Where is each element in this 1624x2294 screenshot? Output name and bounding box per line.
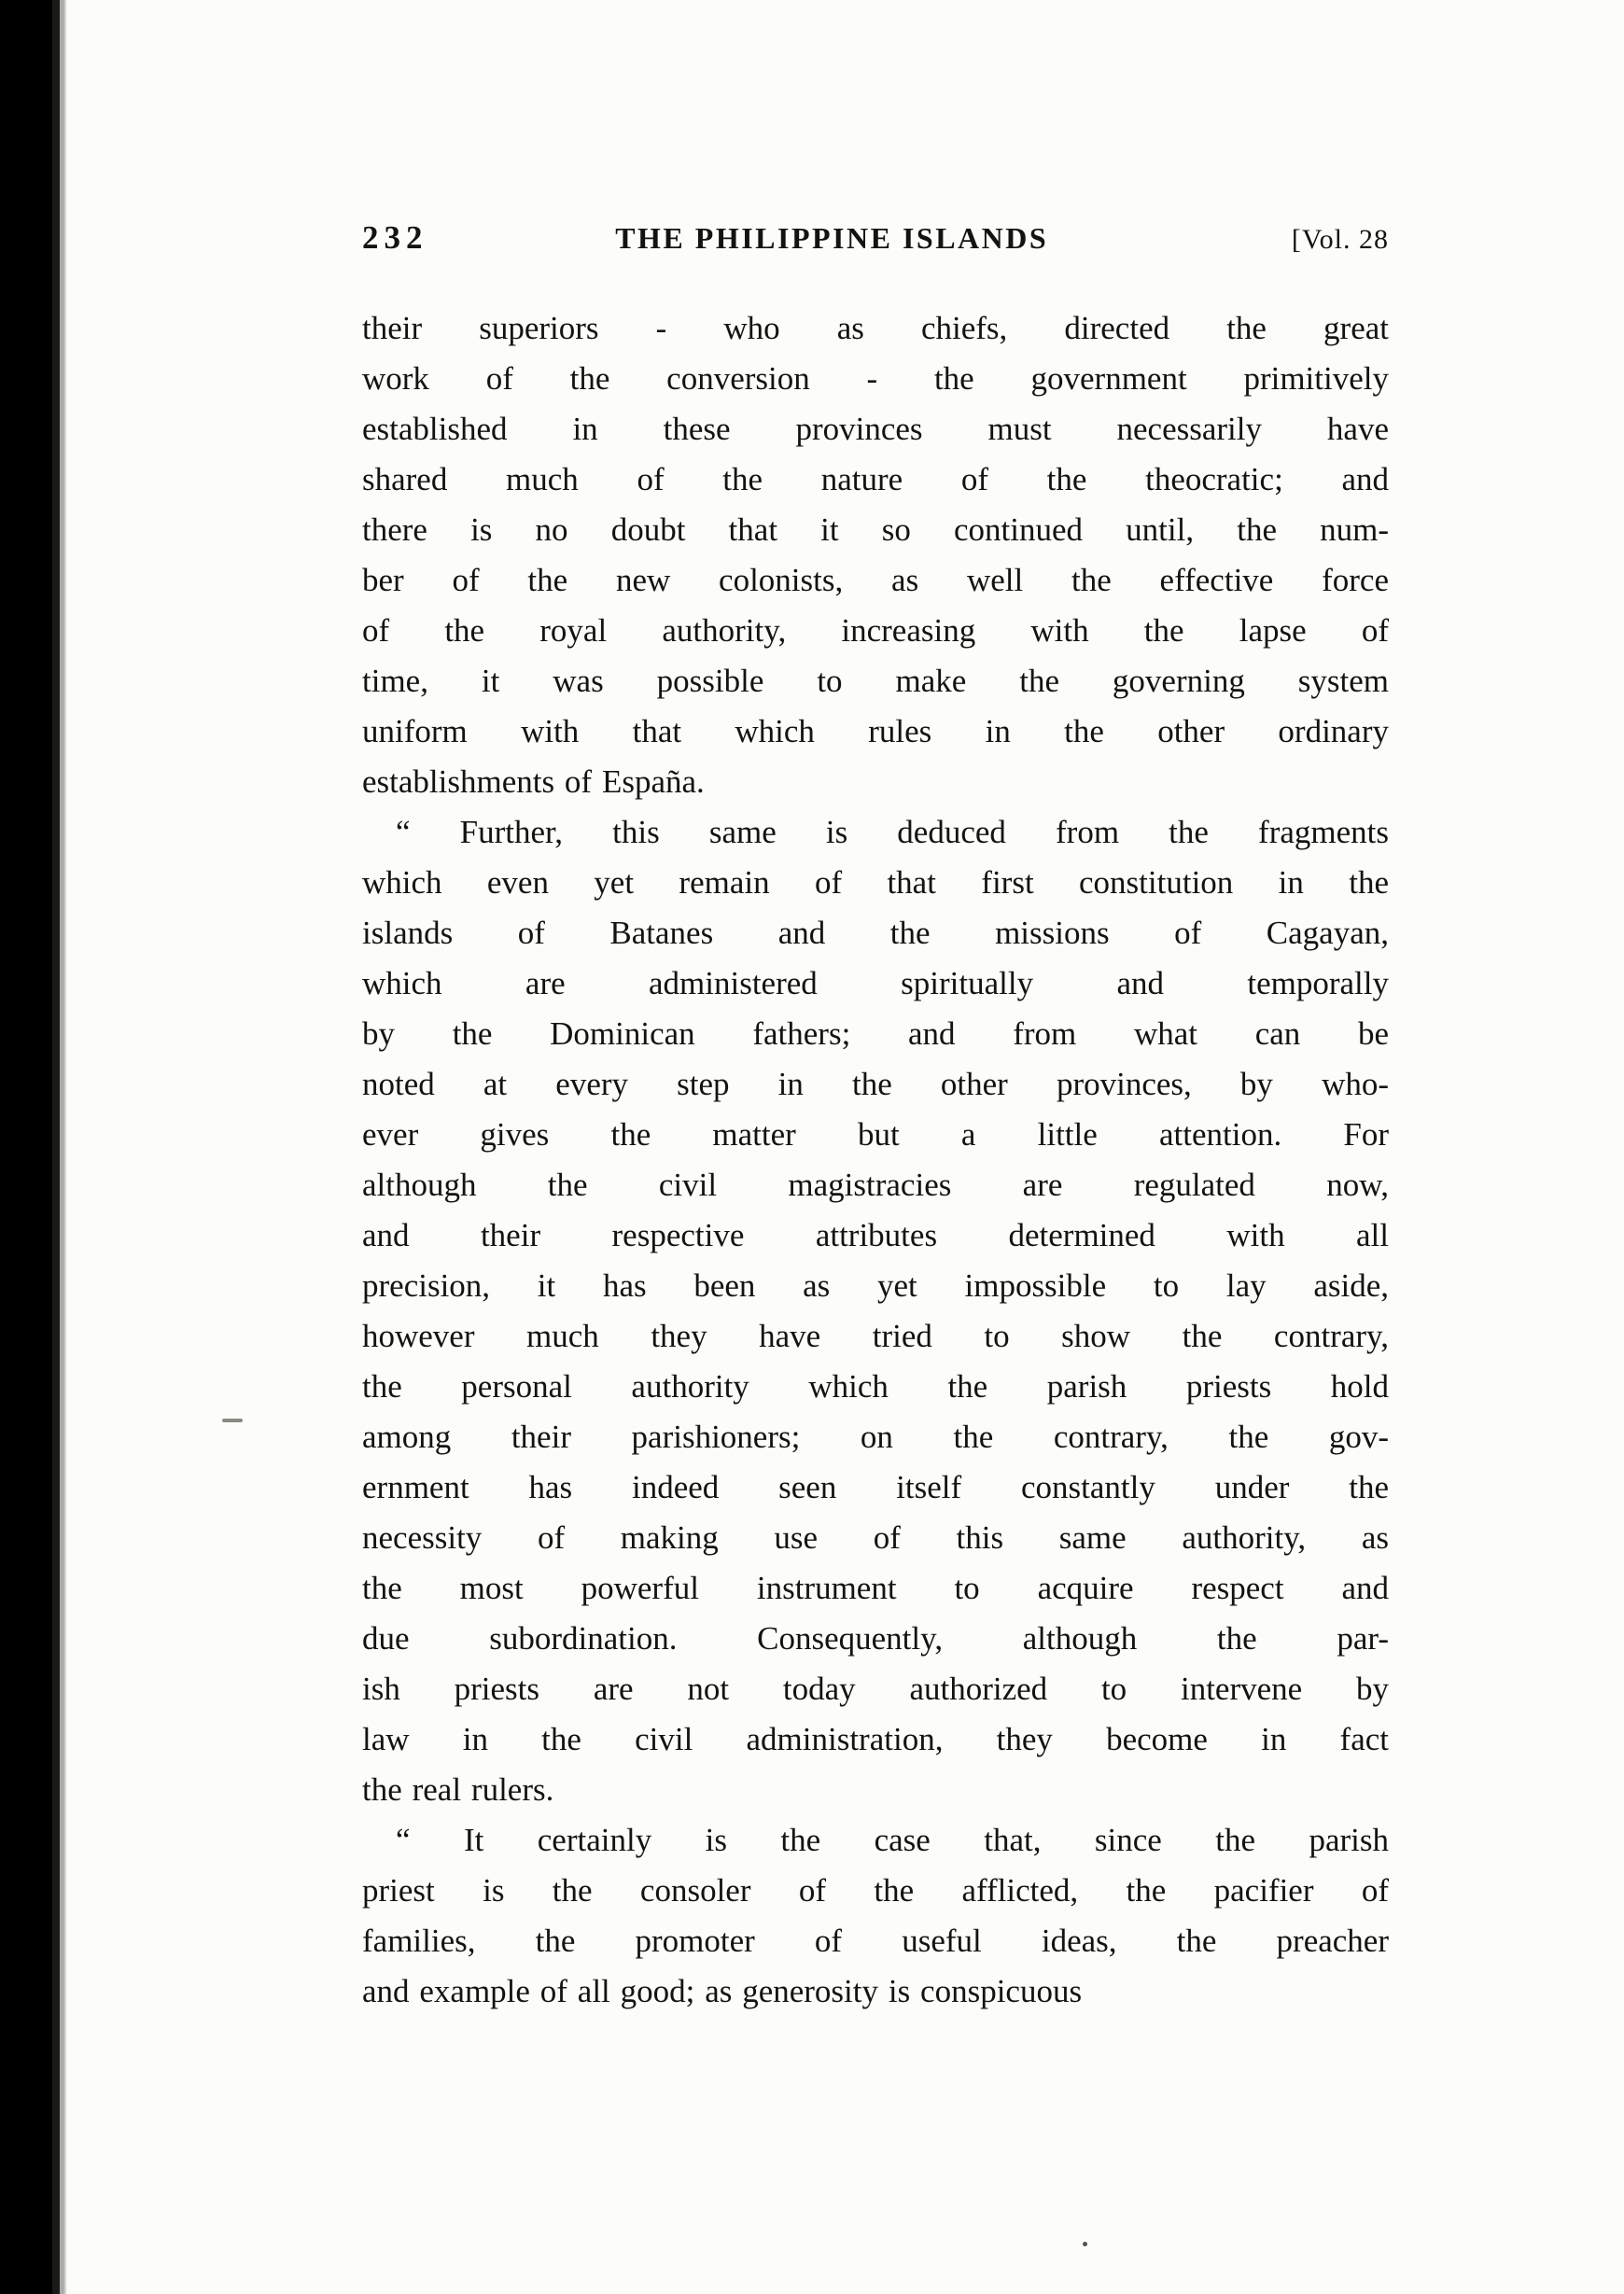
text-line: which are administered spiritually and temporally [362, 965, 1389, 1001]
volume-label: [Vol. 28 [1291, 224, 1389, 255]
page-title: THE PHILIPPINE ISLANDS [615, 221, 1049, 255]
scan-artifact-dot [1083, 2242, 1087, 2246]
running-header [362, 219, 1389, 257]
scan-black-edge [0, 0, 67, 2294]
text-line: and their respective attributes determined with all [362, 1217, 1389, 1253]
page-content [362, 219, 1389, 2017]
text-line: ernment has indeed seen itself constantly under the [362, 1469, 1389, 1505]
page-number: 232 [362, 219, 428, 256]
text-line: necessity of making use of this same authority, as [362, 1519, 1389, 1556]
text-line: ish priests are not today authorized to intervene by [362, 1671, 1389, 1707]
text-line: “ Further, this same is deduced from the fragments [396, 814, 1389, 850]
text-line: law in the civil administration, they become in fact [362, 1721, 1389, 1757]
scan-artifact-dash [222, 1419, 243, 1422]
text-line: shared much of the nature of the theocratic; and [362, 461, 1389, 497]
text-line: the real rulers. [362, 1771, 554, 1808]
text-line: noted at every step in the other provinces, by who- [362, 1066, 1389, 1102]
text-line: however much they have tried to show the contrary, [362, 1318, 1389, 1354]
text-line: “ It certainly is the case that, since the parish [396, 1822, 1389, 1858]
text-line: ever gives the matter but a little attention. For [362, 1116, 1389, 1153]
paragraph [362, 1815, 1389, 2017]
text-line: work of the conversion - the government primitively [362, 360, 1389, 397]
text-line: due subordination. Consequently, although the par- [362, 1620, 1389, 1657]
text-line: there is no doubt that it so continued until, the num- [362, 511, 1389, 548]
page-body [362, 303, 1389, 2017]
text-line: islands of Batanes and the missions of Cagayan, [362, 915, 1389, 951]
text-line: which even yet remain of that first constitution in the [362, 864, 1389, 901]
text-line: of the royal authority, increasing with the lapse of [362, 612, 1389, 649]
paragraph [362, 303, 1389, 807]
text-line: priest is the consoler of the afflicted, the pacifier of [362, 1872, 1389, 1909]
text-line: among their parishioners; on the contrary, the gov- [362, 1419, 1389, 1455]
text-line: the personal authority which the parish priests hold [362, 1368, 1389, 1405]
text-line: families, the promoter of useful ideas, the preacher [362, 1923, 1389, 1959]
text-line: and example of all good; as generosity is conspicuous [362, 1973, 1083, 2009]
text-line: the most powerful instrument to acquire respect and [362, 1570, 1389, 1606]
text-line: established in these provinces must necessarily have [362, 411, 1389, 447]
text-line: time, it was possible to make the governing system [362, 663, 1389, 699]
text-line: ber of the new colonists, as well the effective force [362, 562, 1389, 598]
text-line: establishments of España. [362, 763, 705, 800]
text-line: their superiors - who as chiefs, directed the great [362, 310, 1389, 346]
text-line: by the Dominican fathers; and from what can be [362, 1015, 1389, 1052]
text-line: precision, it has been as yet impossible to lay aside, [362, 1267, 1389, 1304]
paragraph [362, 807, 1389, 1815]
text-line: uniform with that which rules in the other ordinary [362, 713, 1389, 749]
text-line: although the civil magistracies are regulated now, [362, 1167, 1389, 1203]
